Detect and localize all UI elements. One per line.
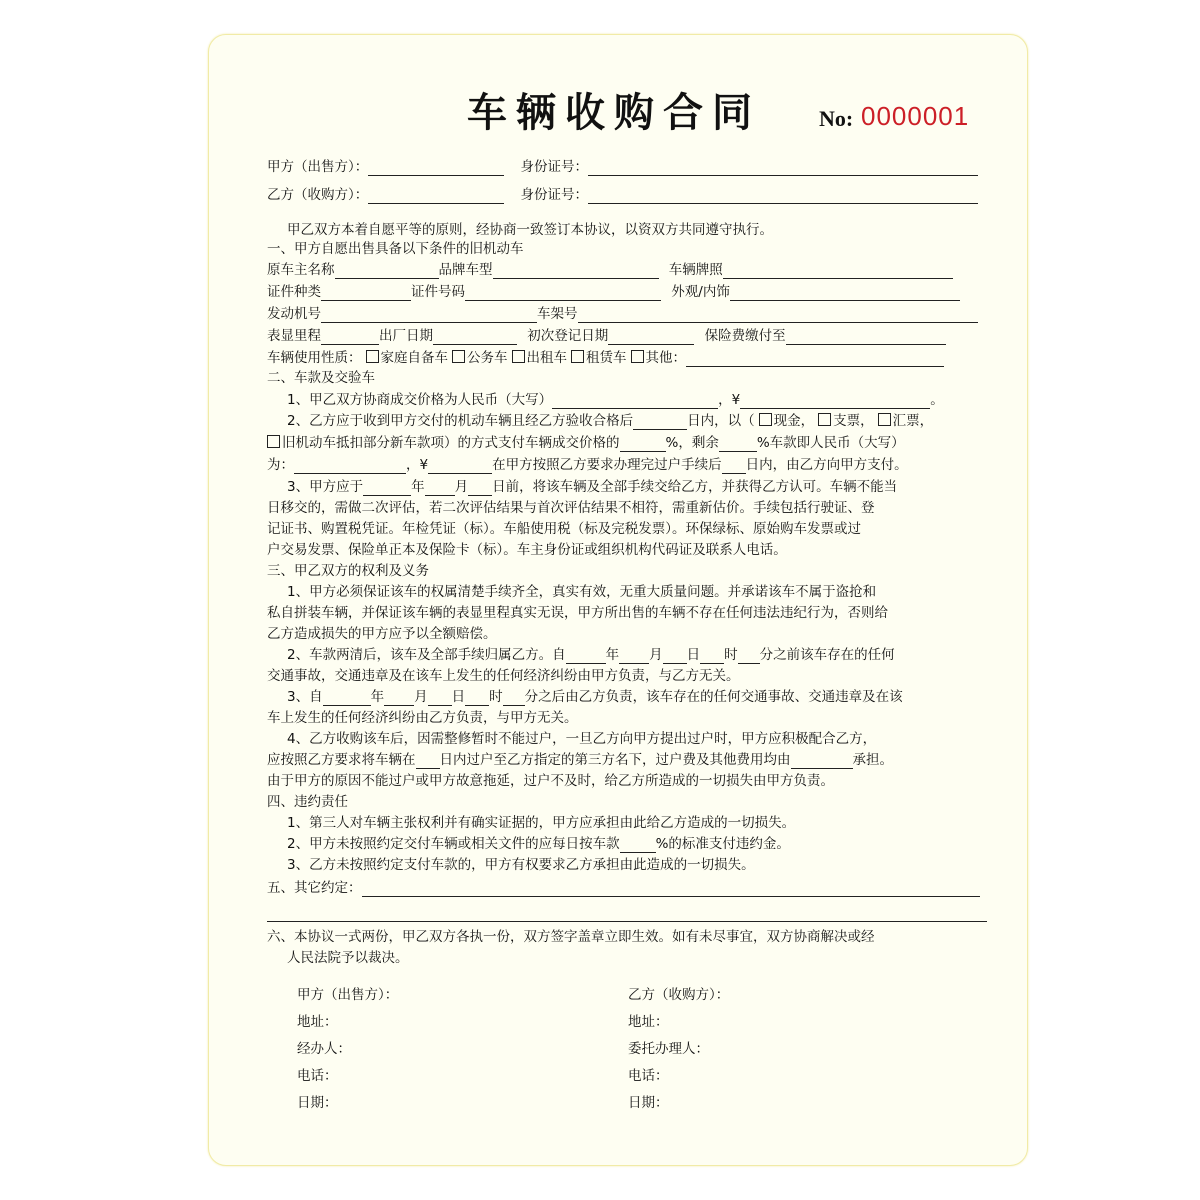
- cash-checkbox[interactable]: [759, 413, 772, 426]
- pay-end-text: 日内，由乙方向甲方支付。: [745, 457, 908, 473]
- remaining-pct-field[interactable]: [719, 437, 757, 452]
- s3-p2-month-field[interactable]: [619, 649, 649, 664]
- s3-p1-line3: 乙方造成损失的甲方应予以全额赔偿。: [267, 626, 497, 642]
- contract-paper: [208, 34, 1028, 1166]
- deliver-month-field[interactable]: [425, 481, 455, 496]
- s2-p3-line4: 户交易发票、保险单正本及保险卡（标）。车主身份证或组织机构代码证及联系人电话。: [267, 542, 787, 558]
- sign-b-date: 日期：: [628, 1095, 669, 1111]
- usage-opt-1: 家庭自备车: [380, 350, 448, 366]
- sign-b-address: 地址：: [628, 1014, 669, 1030]
- party-a-id-field[interactable]: [588, 161, 978, 176]
- s2-p1-text: 1、甲乙双方协商成交价格为人民币（大写）: [287, 392, 553, 408]
- s4-p2-text-b: %的标准支付违约金。: [655, 836, 790, 852]
- s2-p1-yen: ，¥: [718, 392, 741, 408]
- s2-p1: [287, 391, 944, 409]
- remaining-number-field[interactable]: [428, 459, 492, 474]
- s3-p4-text-c: 承担。: [852, 752, 893, 768]
- page-title: 车辆收购合同: [467, 89, 761, 136]
- hour-label: 时: [489, 689, 503, 705]
- s2-p3-line2: 日移交的，需做二次评估，若二次评估结果与首次评估结果不相符，需重新估价。手续包括行驶证、登: [267, 500, 875, 516]
- cert-type-label: 证件种类: [267, 284, 321, 300]
- sign-a-address: 地址：: [297, 1014, 338, 1030]
- s3-p2-line2: 交通事故，交通违章及在该车上发生的任何经济纠纷由甲方负责，与乙方无关。: [267, 668, 740, 684]
- s4-p3: 3、乙方未按照约定支付车款的，甲方有权要求乙方承担由此造成的一切损失。: [287, 857, 755, 873]
- usage-checkbox-1[interactable]: [366, 350, 379, 363]
- s3-p3-day-field[interactable]: [428, 691, 452, 706]
- s3-p4-line1: 4、乙方收购该车后，因需整修暂时不能过户，一旦乙方向甲方提出过户时，甲方应积极配合乙方，: [287, 731, 877, 747]
- s3-p4-line2: [267, 751, 893, 769]
- section-1-heading: 一、甲方自愿出售具备以下条件的旧机动车: [267, 241, 524, 257]
- price-number-field[interactable]: [740, 394, 930, 409]
- number-label: No:: [819, 106, 854, 131]
- day-label: 日: [451, 689, 466, 705]
- engine-field[interactable]: [321, 308, 537, 323]
- month-label: 月: [649, 647, 663, 663]
- party-a-id-label: 身份证号：: [520, 159, 589, 175]
- s2-p3-line3: 记证书、购置税凭证。年检凭证（标）。车船使用税（标及完税发票）。环保绿标、原始购车发票或过: [267, 521, 861, 537]
- s2-p2-text-b: 日内，以（: [687, 413, 755, 429]
- s3-p2-minute-field[interactable]: [738, 649, 760, 664]
- contract-number: 0000001: [861, 101, 970, 131]
- insurance-label: 保险费缴付至: [704, 328, 786, 344]
- usage-opt-3: 出租车: [526, 350, 567, 366]
- sign-party-b: 乙方（收购方）：: [628, 987, 730, 1003]
- usage-other-field[interactable]: [686, 352, 944, 367]
- party-b-field[interactable]: [368, 189, 504, 204]
- s3-p3-text-b: 分之后由乙方负责，该车存在的任何交通事故、交通违章及在该: [524, 689, 903, 705]
- draft-checkbox[interactable]: [878, 413, 891, 426]
- s4-p2-text: 2、甲方未按照约定交付车辆或相关文件的应每日按车款: [287, 836, 620, 852]
- party-a-label: 甲方（出售方）：: [267, 159, 369, 175]
- s3-p2-hour-field[interactable]: [700, 649, 724, 664]
- section-5-heading: 五、其它约定：: [267, 880, 362, 896]
- vehicle-row-3: [267, 305, 978, 323]
- s3-p4-line3: 由于甲方的原因不能过户或甲方故意拖延，过户不及时，给乙方所造成的一切损失由甲方负责。: [267, 773, 834, 789]
- insurance-field[interactable]: [786, 330, 946, 345]
- party-a-field[interactable]: [368, 161, 504, 176]
- s2-p2-line2: [267, 434, 905, 452]
- check-label: 支票，: [833, 413, 874, 429]
- s3-p1-line2: 私自拼装车辆，并保证该车辆的表显里程真实无误，甲方所出售的车辆不存在任何违法违纪行为，否则给: [267, 605, 888, 621]
- other-terms-field-1[interactable]: [362, 882, 980, 897]
- party-a-row: [267, 158, 978, 176]
- section-6-line1: 六、本协议一式两份，甲乙双方各执一份，双方签字盖章立即生效。如有未尽事宜，双方协商解决或经: [267, 929, 875, 945]
- s4-p1: 1、第三人对车辆主张权利并有确实证据的，甲方应承担由此给乙方造成的一切损失。: [287, 815, 796, 831]
- sign-party-a: 甲方（出售方）：: [297, 987, 399, 1003]
- intro-text: 甲乙双方本着自愿平等的原则，经协商一致签订本协议，以资双方共同遵守执行。: [287, 222, 773, 238]
- deliver-day-field[interactable]: [468, 481, 492, 496]
- cert-no-label: 证件号码: [411, 284, 465, 300]
- usage-row: [267, 349, 944, 367]
- s3-p4-text: 应按照乙方要求将车辆在: [267, 752, 416, 768]
- first-reg-label: 初次登记日期: [527, 328, 609, 344]
- year-label: 年: [605, 647, 620, 663]
- section-4-heading: 四、违约责任: [267, 794, 348, 810]
- owner-field[interactable]: [335, 264, 439, 279]
- usage-checkbox-3[interactable]: [512, 350, 525, 363]
- pay-days-field[interactable]: [722, 459, 746, 474]
- section-6-line2: 人民法院予以裁决。: [287, 950, 409, 966]
- engine-label: 发动机号: [267, 306, 321, 322]
- factory-date-field[interactable]: [433, 330, 517, 345]
- usage-opt-5: 其他：: [645, 350, 686, 366]
- sign-b-phone: 电话：: [628, 1068, 669, 1084]
- s3-p3-month-field[interactable]: [384, 691, 414, 706]
- s3-p3-line2: 车上发生的任何经济纠纷由乙方负责，与甲方无关。: [267, 710, 578, 726]
- transfer-days-field[interactable]: [416, 754, 440, 769]
- hour-label: 时: [724, 647, 738, 663]
- section-5-row: [267, 879, 980, 897]
- vehicle-row-1: [267, 261, 953, 279]
- s2-p3-text: 3、甲方应于: [287, 479, 364, 495]
- brand-field[interactable]: [493, 264, 659, 279]
- s2-p3-line1: [287, 478, 897, 496]
- usage-checkbox-5[interactable]: [631, 350, 644, 363]
- s2-p2-line3: [267, 456, 908, 474]
- sign-a-date: 日期：: [297, 1095, 338, 1111]
- mileage-label: 表显里程: [267, 328, 321, 344]
- fee-payer-field[interactable]: [791, 754, 853, 769]
- brand-label: 品牌车型: [438, 262, 493, 278]
- s3-p2-text: 2、车款两清后，该车及全部手续归属乙方。自: [287, 647, 566, 663]
- s3-p2-day-field[interactable]: [663, 649, 687, 664]
- s2-p2-text: 2、乙方应于收到甲方交付的机动车辆且经乙方验收合格后: [287, 413, 634, 429]
- appearance-label: 外观/内饰: [671, 284, 730, 300]
- trade-in-text: 旧机动车抵扣部分新车款项）的方式支付车辆成交价格的: [282, 435, 620, 451]
- s2-p1-end: 。: [930, 392, 944, 408]
- sign-b-agent: 委托办理人：: [628, 1041, 709, 1057]
- factory-date-label: 出厂日期: [379, 328, 433, 344]
- s3-p2-year-field[interactable]: [566, 649, 606, 664]
- year-label: 年: [370, 689, 385, 705]
- price-words-field[interactable]: [552, 394, 718, 409]
- usage-opt-2: 公务车: [467, 350, 508, 366]
- sign-a-agent: 经办人：: [297, 1041, 351, 1057]
- s3-p2-line1: [287, 646, 895, 664]
- party-b-row: [267, 186, 978, 204]
- year-label: 年: [411, 479, 425, 495]
- deliver-year-field[interactable]: [363, 481, 411, 496]
- days-field[interactable]: [633, 415, 687, 430]
- s3-p3-hour-field[interactable]: [465, 691, 489, 706]
- check-checkbox[interactable]: [818, 413, 831, 426]
- month-label: 月: [414, 689, 428, 705]
- s3-p4-text-b: 日内过户至乙方指定的第三方名下，过户费及其他费用均由: [439, 752, 791, 768]
- s4-p2: [287, 835, 790, 853]
- usage-checkbox-4[interactable]: [571, 350, 584, 363]
- remaining-text: %车款即人民币（大写）: [756, 435, 905, 451]
- other-terms-field-2[interactable]: [267, 921, 987, 922]
- party-b-label: 乙方（收购方）：: [267, 187, 369, 203]
- trade-in-checkbox[interactable]: [267, 435, 280, 448]
- remaining-words-field[interactable]: [294, 459, 406, 474]
- s2-p2-line1: [287, 412, 933, 430]
- party-b-id-label: 身份证号：: [520, 187, 589, 203]
- cash-label: 现金，: [773, 413, 815, 429]
- cert-type-field[interactable]: [321, 286, 411, 301]
- usage-opt-4: 租赁车: [586, 350, 627, 366]
- for-text: 为：: [267, 457, 294, 473]
- penalty-pct-field[interactable]: [620, 838, 656, 853]
- month-label: 月: [454, 479, 469, 495]
- s3-p1-line1: 1、甲方必须保证该车的权属清楚手续齐全，真实有效，无重大质量问题。并承诺该车不属于盗抢和: [287, 584, 877, 600]
- s3-p2-text-b: 分之前该车存在的任何: [759, 647, 895, 663]
- plate-field[interactable]: [723, 264, 953, 279]
- vehicle-row-2: [267, 283, 960, 301]
- pct-field[interactable]: [620, 437, 666, 452]
- mileage-field[interactable]: [321, 330, 379, 345]
- remaining-yen: ，¥: [406, 457, 429, 473]
- owner-label: 原车主名称: [267, 262, 335, 278]
- frame-field[interactable]: [578, 308, 978, 323]
- cert-no-field[interactable]: [465, 286, 661, 301]
- plate-label: 车辆牌照: [668, 262, 723, 278]
- appearance-field[interactable]: [730, 286, 960, 301]
- section-3-heading: 三、甲乙双方的权利及义务: [267, 563, 429, 579]
- frame-label: 车架号: [537, 306, 578, 322]
- s3-p3-year-field[interactable]: [323, 691, 371, 706]
- sign-a-phone: 电话：: [297, 1068, 338, 1084]
- day-label: 日: [686, 647, 701, 663]
- s3-p3-text: 3、自: [287, 689, 323, 705]
- s3-p3-line1: [287, 688, 903, 706]
- usage-label: 车辆使用性质：: [267, 350, 362, 366]
- s2-p3-text-b: 日前，将该车辆及全部手续交给乙方，并获得乙方认可。车辆不能当: [492, 479, 898, 495]
- pct-text: %，剩余: [665, 435, 719, 451]
- vehicle-row-4: [267, 327, 946, 345]
- first-reg-field[interactable]: [608, 330, 694, 345]
- draft-label: 汇票，: [892, 413, 934, 429]
- section-2-heading: 二、车款及交验车: [267, 370, 375, 386]
- transfer-text: 在甲方按照乙方要求办理完过户手续后: [492, 457, 722, 473]
- s3-p3-minute-field[interactable]: [503, 691, 525, 706]
- party-b-id-field[interactable]: [588, 189, 978, 204]
- usage-checkbox-2[interactable]: [452, 350, 465, 363]
